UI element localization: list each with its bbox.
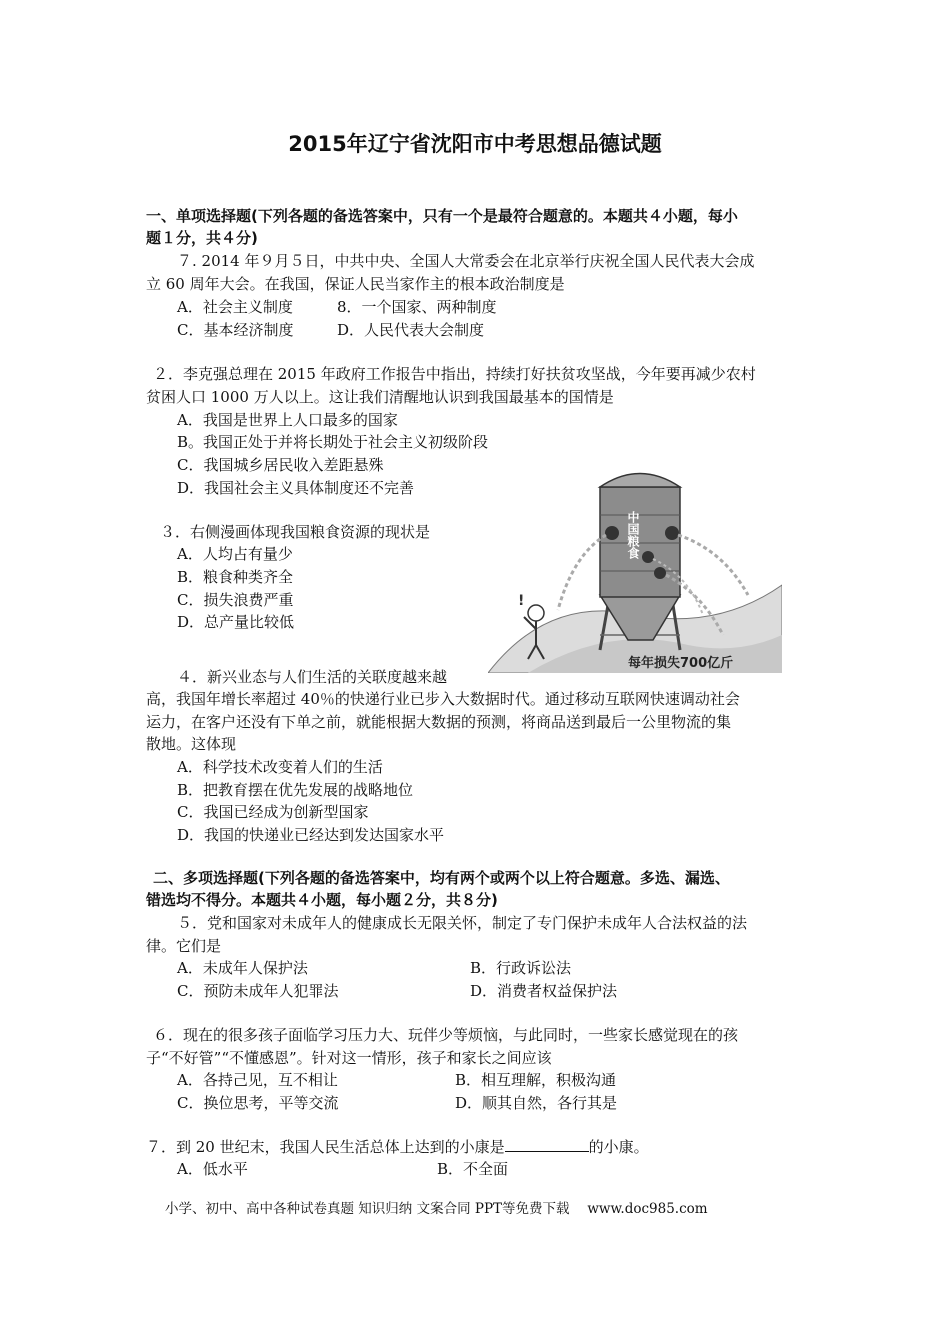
cartoon-caption: 每年损失700亿斤 <box>628 656 734 671</box>
q1-option-d: D．人民代表大会制度 <box>337 321 485 339</box>
q4-option-b: B．把教育摆在优先发展的战略地位 <box>177 781 414 799</box>
q5-option-d: D．消费者权益保护法 <box>470 982 618 1000</box>
q2-option-c: C．我国城乡居民收入差距悬殊 <box>177 456 384 474</box>
q1-option-c: C．基本经济制度 <box>177 321 294 339</box>
q5-stem: ５．党和国家对未成年人的健康成长无限关怀，制定了专门保护未成年人合法权益的法 <box>177 914 748 932</box>
q6-option-b: B．相互理解，积极沟通 <box>455 1071 617 1089</box>
section2-heading: 二、多项选择题(下列各题的备选答案中，均有两个或两个以上符合题意。多选、漏选、 <box>153 869 730 887</box>
tank-label: 中国粮食 <box>626 511 640 559</box>
q5-option-a: A．未成年人保护法 <box>177 959 308 977</box>
q4-stem-cont3: 散地。这体现 <box>146 735 237 753</box>
q5-option-c: C．预防未成年人犯罪法 <box>177 982 339 1000</box>
q2-option-d: D．我国社会主义具体制度还不完善 <box>177 479 415 497</box>
q1-option-b: 8．一个国家、两种制度 <box>337 298 497 316</box>
q5-stem-cont: 律。它们是 <box>146 937 222 955</box>
q4-stem: ４．新兴业态与人们生活的关联度越来越 <box>177 668 448 686</box>
q2-stem-cont: 贫困人口 1000 万人以上。这让我们清醒地认识到我国最基本的国情是 <box>146 388 614 406</box>
q3-option-c: C．损失浪费严重 <box>177 591 294 609</box>
q3-option-a: A．人均占有量少 <box>177 545 293 563</box>
q4-stem-cont1: 高，我国年增长率超过 40％的快递行业已步入大数据时代。通过移动互联网快速调动社会 <box>146 690 740 708</box>
q7-stem <box>146 1136 649 1157</box>
q3-stem: ３．右侧漫画体现我国粮食资源的现状是 <box>160 523 431 541</box>
q1-stem: ７. 2014 年９月５日，中共中央、全国人大常委会在北京举行庆祝全国人民代表大会成 <box>177 252 755 270</box>
svg-text:!: ! <box>518 593 525 609</box>
cartoon-drawing <box>488 445 782 673</box>
q7-option-b: B．不全面 <box>437 1160 509 1178</box>
section2-heading-cont: 错选均不得分。本题共４小题，每小题２分，共８分) <box>146 891 498 909</box>
q7-stem-before: ７．到 20 世纪末，我国人民生活总体上达到的小康是 <box>146 1138 505 1156</box>
q3-option-d: D．总产量比较低 <box>177 613 295 631</box>
q6-stem-cont: 子“不好管”“不懂感恩”。针对这一情形，孩子和家长之间应该 <box>146 1049 552 1067</box>
q6-stem: ６．现在的很多孩子面临学习压力大、玩伴少等烦恼，与此同时，一些家长感觉现在的孩 <box>153 1026 739 1044</box>
q7-option-a: A．低水平 <box>177 1160 248 1178</box>
q6-option-d: D．顺其自然，各行其是 <box>455 1094 618 1112</box>
q7-stem-after: 的小康。 <box>588 1138 649 1156</box>
q3-option-b: B．粮食种类齐全 <box>177 568 294 586</box>
q2-option-b: B。我国正处于并将长期处于社会主义初级阶段 <box>177 433 489 451</box>
section1-heading-cont: 题１分，共４分) <box>146 229 258 247</box>
q6-option-c: C．换位思考，平等交流 <box>177 1094 339 1112</box>
q4-stem-cont2: 运力，在客户还没有下单之前，就能根据大数据的预测，将商品送到最后一公里物流的集 <box>146 713 732 731</box>
page-title: 2015年辽宁省沈阳市中考思想品德试题 <box>288 132 662 156</box>
q1-stem-cont: 立 60 周年大会。在我国，保证人民当家作主的根本政治制度是 <box>146 275 565 293</box>
q2-option-a: A．我国是世界上人口最多的国家 <box>177 411 398 429</box>
q5-option-b: B．行政诉讼法 <box>470 959 572 977</box>
grain-tank-cartoon <box>488 445 782 673</box>
q4-option-d: D．我国的快递业已经达到发达国家水平 <box>177 826 445 844</box>
q2-stem: ２．李克强总理在 2015 年政府工作报告中指出，持续打好扶贫攻坚战，今年要再减少农村 <box>153 365 756 383</box>
q6-option-a: A．各持己见，互不相让 <box>177 1071 338 1089</box>
q4-option-a: A．科学技术改变着人们的生活 <box>177 758 383 776</box>
q7-answer-blank[interactable] <box>505 1137 589 1152</box>
page-footer: 小学、初中、高中各种试卷真题 知识归纳 文案合同 PPT等免费下载 www.doc985.com <box>165 1201 708 1217</box>
q4-option-c: C．我国已经成为创新型国家 <box>177 803 369 821</box>
section1-heading: 一、单项选择题(下列各题的备选答案中，只有一个是最符合题意的。本题共４小题，每小 <box>146 207 738 225</box>
q1-option-a: A．社会主义制度 <box>177 298 293 316</box>
